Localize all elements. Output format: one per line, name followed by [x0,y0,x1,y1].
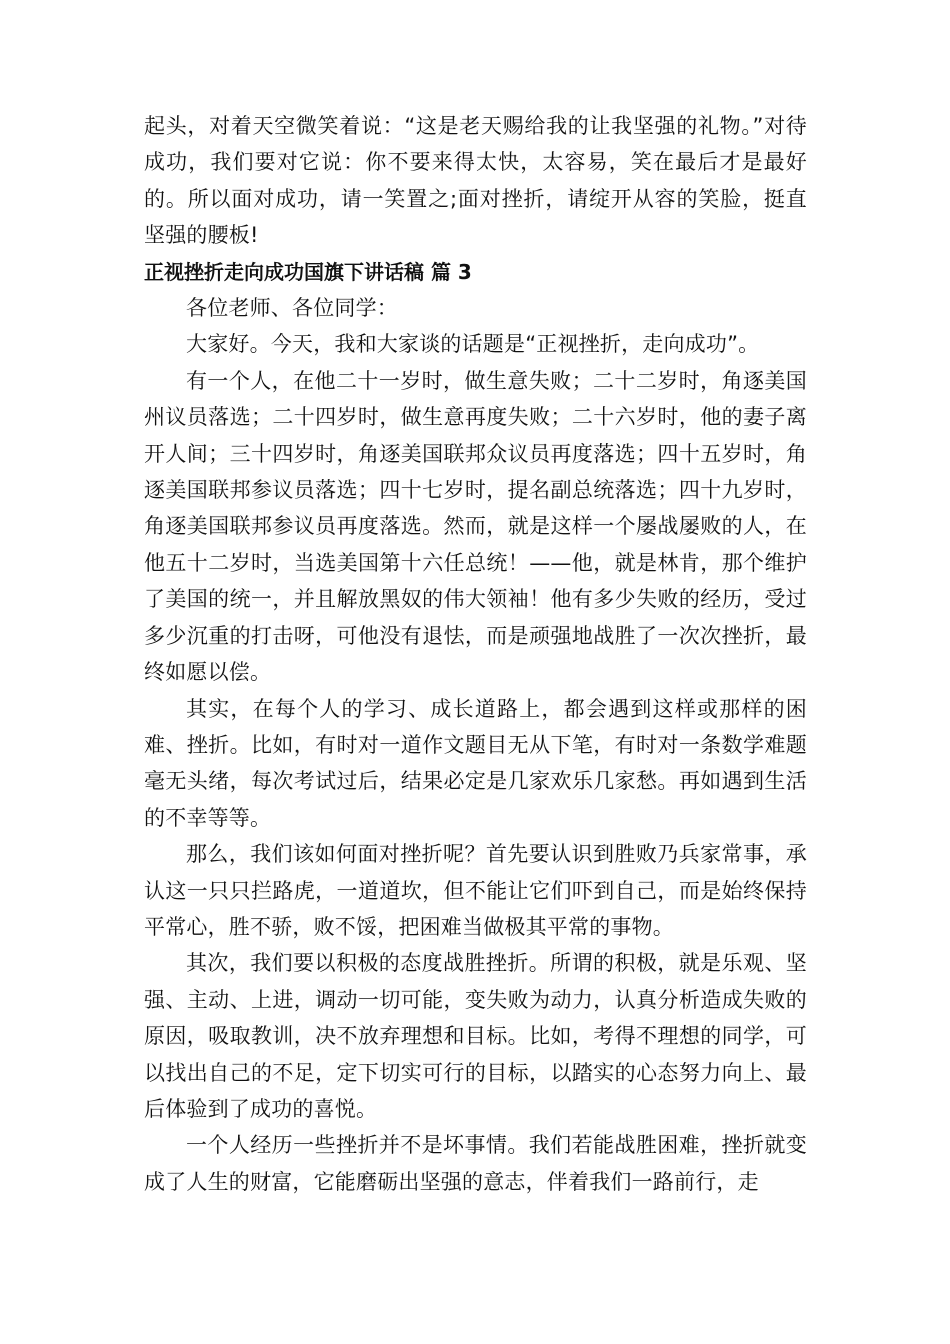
salutation: 各位老师、各位同学： [186,296,398,321]
body-paragraph: 一个人经历一些挫折并不是坏事情。我们若能战胜困难，挫折就变成了人生的财富，它能磨砺出坚强的意志，伴着我们一路前行，走 [144,1133,807,1194]
body-paragraph: 其次，我们要以积极的态度战胜挫折。所谓的积极，就是乐观、坚强、主动、上进，调动一切可能，变失败为动力，认真分析造成失败的原因，吸取教训，决不放弃理想和目标。比如，考得不理想的同学，可以找出自己的不足，定下切实可行的目标，以踏实的心态努力向上、最后体验到了成功的喜悦。 [144,951,807,1121]
intro-paragraph: 起头，对着天空微笑着说：“这是老天赐给我的让我坚强的礼物。”对待成功，我们要对它说：你不要来得太快，太容易，笑在最后才是最好的。所以面对成功，请一笑置之;面对挫折，请绽开从容的笑脸，挺直坚强的腰板! [144,114,807,248]
section-title: 正视挫折走向成功国旗下讲话稿 篇 3 [144,259,472,284]
document-page [144,108,807,1200]
body-paragraph: 其实，在每个人的学习、成长道路上，都会遇到这样或那样的困难、挫折。比如，有时对一道作文题目无从下笔，有时对一条数学难题毫无头绪，每次考试过后，结果必定是几家欢乐几家愁。再如遇到生活的不幸等等。 [144,696,807,830]
body-paragraph: 那么，我们该如何面对挫折呢？首先要认识到胜败乃兵家常事，承认这一只只拦路虎，一道道坎，但不能让它们吓到自己，而是始终保持平常心，胜不骄，败不馁，把困难当做极其平常的事物。 [144,842,807,939]
body-paragraph: 大家好。今天，我和大家谈的话题是“正视挫折，走向成功”。 [186,332,760,357]
body-paragraph: 有一个人，在他二十一岁时，做生意失败；二十二岁时，角逐美国州议员落选；二十四岁时，做生意再度失败；二十六岁时，他的妻子离开人间；三十四岁时，角逐美国联邦众议员再度落选；四十五岁时，角逐美国联邦参议员落选；四十七岁时，提名副总统落选；四十九岁时，角逐美国联邦参议员再度落选。然而，就是这样一个屡战屡败的人，在他五十二岁时，当选美国第十六任总统！——他，就是林肯，那个维护了美国的统一，并且解放黑奴的伟大领袖！他有多少失败的经历，受过多少沉重的打击呀，可他没有退怯，而是顽强地战胜了一次次挫折，最终如愿以偿。 [144,368,807,685]
